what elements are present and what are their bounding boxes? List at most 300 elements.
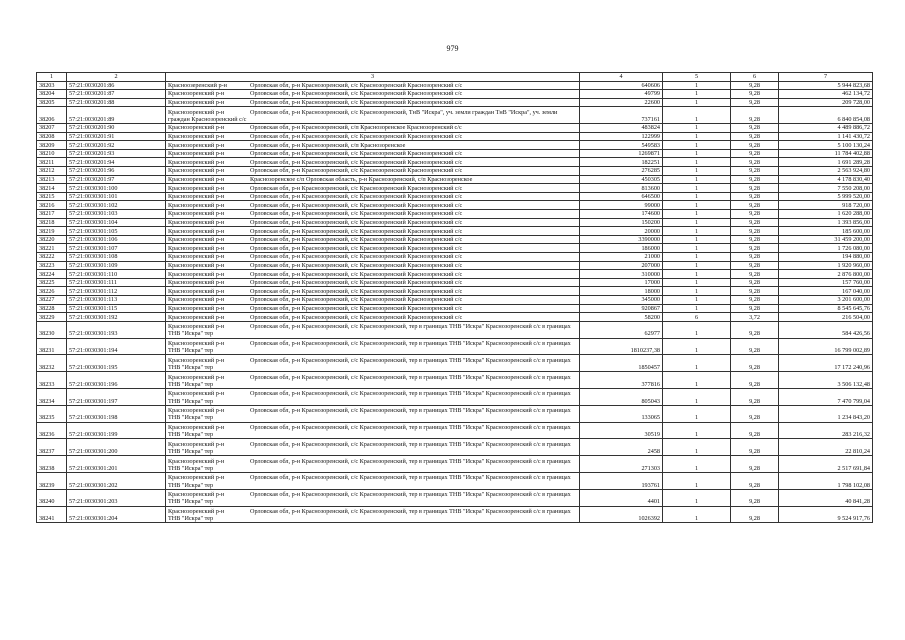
column-header: 3 (166, 73, 580, 82)
row-id-cell: 38220 (37, 235, 67, 244)
area-cell: 62977 (580, 321, 663, 338)
table-row (37, 439, 873, 456)
column-header: 1 (37, 73, 67, 82)
category-cell: 1 (663, 98, 731, 107)
rate-cell: 9,28 (731, 506, 779, 523)
cadastral-number-cell: 57:21:0030301:112 (67, 287, 166, 296)
area-cell: 17000 (580, 278, 663, 287)
rate-cell: 9,28 (731, 321, 779, 338)
district-label: Краснозоренский р-н (168, 323, 225, 331)
address-text: Орловская обл, р-н Краснозоренский, с/с Краснозоренский Краснозоренский с/с (250, 279, 463, 287)
category-cell: 1 (663, 132, 731, 141)
address-cell (166, 175, 580, 184)
registry-table-body (37, 73, 873, 523)
cadastral-value-cell: 31 459 200,00 (779, 235, 873, 244)
area-cell: 377816 (580, 372, 663, 389)
category-cell: 1 (663, 252, 731, 261)
address-cell (166, 218, 580, 227)
category-cell: 1 (663, 321, 731, 338)
address-text: Орловская обл, р-н Краснозоренский, с/с Краснозоренский Краснозоренский с/с (250, 219, 463, 226)
rate-cell: 9,28 (731, 422, 779, 439)
rate-cell: 9,28 (731, 261, 779, 270)
cadastral-number-cell: 57:21:0030301:115 (67, 304, 166, 313)
cadastral-value-cell: 9 524 917,76 (779, 506, 873, 523)
cadastral-number-cell: 57:21:0030301:106 (67, 235, 166, 244)
area-cell: 99000 (580, 201, 663, 210)
row-id-cell: 38204 (37, 90, 67, 99)
district-label: Краснозоренский р-н (168, 339, 225, 347)
row-id-cell: 38238 (37, 456, 67, 473)
area-cell: 49799 (580, 90, 663, 99)
address-text: Орловская обл, р-н Краснозоренский, с/с Краснозоренский Краснозоренский с/с (250, 261, 463, 269)
table-row (37, 321, 873, 338)
table-row (37, 372, 873, 389)
category-cell: 1 (663, 270, 731, 279)
address-cell (166, 506, 580, 523)
address-cell (166, 270, 580, 279)
category-cell: 1 (663, 388, 731, 405)
area-cell: 20000 (580, 227, 663, 236)
area-cell: 1269871 (580, 149, 663, 158)
row-id-cell: 38232 (37, 355, 67, 372)
rate-cell: 9,28 (731, 81, 779, 90)
table-row (37, 295, 873, 304)
rate-cell: 9,28 (731, 235, 779, 244)
category-cell: 1 (663, 192, 731, 201)
address-cell (166, 90, 580, 99)
cadastral-value-cell: 3 201 600,00 (779, 295, 873, 304)
table-row (37, 456, 873, 473)
rate-cell: 9,28 (731, 167, 779, 176)
row-id-cell: 38235 (37, 405, 67, 422)
area-cell: 2458 (580, 439, 663, 456)
row-id-cell: 38217 (37, 210, 67, 219)
cadastral-value-cell: 194 880,00 (779, 252, 873, 261)
category-cell: 1 (663, 506, 731, 523)
table-row (37, 313, 873, 322)
area-cell: 22600 (580, 98, 663, 107)
rate-cell: 9,28 (731, 158, 779, 167)
column-header: 6 (731, 73, 779, 82)
table-row (37, 132, 873, 141)
address-text: Орловская обл, р-н Краснозоренский, с/с Краснозоренский, тер в границах ТНВ "Искра" Краснозоренский с/с в границах ТНВ "Искра" тер (168, 423, 571, 439)
address-cell (166, 405, 580, 422)
row-id-cell: 38241 (37, 506, 67, 523)
area-cell: 920867 (580, 304, 663, 313)
address-cell (166, 456, 580, 473)
district-label: Краснозоренский р-н (168, 440, 225, 448)
cadastral-value-cell: 7 550 208,00 (779, 184, 873, 193)
table-row (37, 107, 873, 124)
rate-cell: 9,28 (731, 149, 779, 158)
address-text: Орловская обл, р-н Краснозоренский, с/с Краснозоренский Краснозоренский с/с (250, 313, 463, 321)
area-cell: 1810237,38 (580, 338, 663, 355)
category-cell: 1 (663, 295, 731, 304)
category-cell: 1 (663, 218, 731, 227)
table-row (37, 124, 873, 133)
cadastral-value-cell: 4 489 886,72 (779, 124, 873, 133)
page-number: 979 (446, 44, 459, 53)
row-id-cell: 38212 (37, 167, 67, 176)
row-id-cell: 38233 (37, 372, 67, 389)
address-cell (166, 287, 580, 296)
cadastral-value-cell: 167 040,00 (779, 287, 873, 296)
table-row (37, 158, 873, 167)
cadastral-number-cell: 57:21:0030301:100 (67, 184, 166, 193)
district-label: Краснозоренский р-н (168, 356, 225, 364)
rate-cell: 9,28 (731, 175, 779, 184)
cadastral-number-cell: 57:21:0030301:195 (67, 355, 166, 372)
rate-cell: 9,28 (731, 141, 779, 150)
cadastral-value-cell: 283 216,32 (779, 422, 873, 439)
district-label: Краснозоренский р-н (168, 108, 225, 116)
district-label: Краснозоренский р-н (168, 270, 225, 278)
district-label: Краснозоренский р-н (168, 150, 225, 158)
address-cell (166, 372, 580, 389)
cadastral-number-cell: 57:21:0030301:203 (67, 489, 166, 506)
address-cell (166, 304, 580, 313)
rate-cell: 9,28 (731, 472, 779, 489)
cadastral-number-cell: 57:21:0030301:104 (67, 218, 166, 227)
address-text: Орловская обл, р-н Краснозоренский, с/п Краснозоренское (250, 141, 406, 149)
cadastral-number-cell: 57:21:0030301:102 (67, 201, 166, 210)
row-id-cell: 38211 (37, 158, 67, 167)
address-text: Орловская обл, р-н Краснозоренский, с/с Краснозоренский, тер в границах ТНВ "Искра" Краснозоренский с/с в границах ТНВ "Искра" тер (168, 440, 571, 455)
rate-cell: 9,28 (731, 405, 779, 422)
rate-cell: 9,28 (731, 107, 779, 124)
cadastral-number-cell: 57:21:0030201:93 (67, 149, 166, 158)
address-cell (166, 278, 580, 287)
row-id-cell: 38231 (37, 338, 67, 355)
cadastral-number-cell: 57:21:0030201:88 (67, 98, 166, 107)
area-cell: 805043 (580, 388, 663, 405)
address-text: Орловская обл, р-н Краснозоренский, с/с Краснозоренский, тер в границах ТНВ "Искра" Краснозоренский с/с в границах ТНВ "Искра" тер (168, 491, 571, 506)
district-label: Краснозоренский р-н (168, 287, 225, 295)
rate-cell: 9,28 (731, 270, 779, 279)
district-label: Краснозоренский р-н (168, 507, 225, 515)
table-row (37, 304, 873, 313)
cadastral-value-cell: 584 426,56 (779, 321, 873, 338)
rate-cell: 9,28 (731, 218, 779, 227)
district-label: Краснозоренский р-н (168, 407, 225, 415)
cadastral-value-cell: 1 798 102,08 (779, 472, 873, 489)
row-id-cell: 38215 (37, 192, 67, 201)
row-id-cell: 38228 (37, 304, 67, 313)
area-cell: 737161 (580, 107, 663, 124)
area-cell: 640606 (580, 81, 663, 90)
row-id-cell: 38234 (37, 388, 67, 405)
rate-cell: 9,28 (731, 252, 779, 261)
district-label: Краснозоренский р-н (168, 253, 225, 261)
row-id-cell: 38230 (37, 321, 67, 338)
table-row (37, 90, 873, 99)
address-cell (166, 313, 580, 322)
cadastral-value-cell: 1 620 288,00 (779, 210, 873, 219)
rate-cell: 9,28 (731, 287, 779, 296)
cadastral-value-cell: 11 784 402,88 (779, 149, 873, 158)
table-row (37, 422, 873, 439)
rate-cell: 9,28 (731, 124, 779, 133)
cadastral-number-cell: 57:21:0030301:199 (67, 422, 166, 439)
cadastral-number-cell: 57:21:0030301:109 (67, 261, 166, 270)
rate-cell: 9,28 (731, 201, 779, 210)
row-id-cell: 38239 (37, 472, 67, 489)
category-cell: 1 (663, 355, 731, 372)
area-cell: 150200 (580, 218, 663, 227)
cadastral-value-cell: 5 100 130,24 (779, 141, 873, 150)
address-cell (166, 244, 580, 253)
cadastral-value-cell: 40 841,28 (779, 489, 873, 506)
cadastral-number-cell: 57:21:0030301:192 (67, 313, 166, 322)
rate-cell: 9,28 (731, 98, 779, 107)
row-id-cell: 38209 (37, 141, 67, 150)
table-row (37, 227, 873, 236)
address-text: Орловская обл, р-н Краснозоренский, с/с Краснозоренский, тер в границах ТНВ "Искра" Краснозоренский с/с в границах ТНВ "Искра" тер (168, 339, 571, 355)
row-id-cell: 38216 (37, 201, 67, 210)
address-cell (166, 355, 580, 372)
column-header: 4 (580, 73, 663, 82)
cadastral-value-cell: 6 840 854,08 (779, 107, 873, 124)
address-text: Орловская обл, р-н Краснозоренский, с/с Краснозоренский Краснозоренский с/с (250, 184, 463, 192)
cadastral-value-cell: 157 760,00 (779, 278, 873, 287)
cadastral-number-cell: 57:21:0030301:196 (67, 372, 166, 389)
cadastral-value-cell: 2 517 691,84 (779, 456, 873, 473)
cadastral-number-cell: 57:21:0030301:193 (67, 321, 166, 338)
table-row (37, 210, 873, 219)
address-cell (166, 388, 580, 405)
cadastral-value-cell: 1 920 960,00 (779, 261, 873, 270)
cadastral-value-cell: 16 799 002,89 (779, 338, 873, 355)
district-label: Краснозоренский р-н (168, 210, 225, 218)
cadastral-number-cell: 57:21:0030301:197 (67, 388, 166, 405)
cadastral-number-cell: 57:21:0030301:201 (67, 456, 166, 473)
address-text: Орловская обл, р-н Краснозоренский, с/с Краснозоренский, ТнВ "Искра", уч. земли граждан ТнВ "Искра", уч. земли граждан Краснозоренский с/с (168, 108, 558, 123)
address-cell (166, 321, 580, 338)
category-cell: 1 (663, 489, 731, 506)
row-id-cell: 38226 (37, 287, 67, 296)
rate-cell: 3,72 (731, 313, 779, 322)
address-text: Орловская обл, р-н Краснозоренский, с/с Краснозоренский Краснозоренский с/с (250, 244, 463, 252)
rate-cell: 9,28 (731, 295, 779, 304)
row-id-cell: 38225 (37, 278, 67, 287)
table-row (37, 175, 873, 184)
cadastral-number-cell: 57:21:0030301:198 (67, 405, 166, 422)
rate-cell: 9,28 (731, 227, 779, 236)
cadastral-value-cell: 1 393 856,00 (779, 218, 873, 227)
address-text: Орловская обл, р-н Краснозоренский, с/с Краснозоренский Краснозоренский с/с (250, 304, 463, 312)
category-cell: 1 (663, 338, 731, 355)
district-label: Краснозоренский р-н (168, 261, 225, 269)
cadastral-number-cell: 57:21:0030201:97 (67, 175, 166, 184)
address-cell (166, 107, 580, 124)
category-cell: 1 (663, 81, 731, 90)
address-text: Орловская обл, р-н Краснозоренский, с/с Краснозоренский Краснозоренский с/с (250, 81, 463, 89)
address-cell (166, 124, 580, 133)
area-cell: 1850457 (580, 355, 663, 372)
district-label: Краснозоренский р-н (168, 457, 225, 465)
category-cell: 1 (663, 422, 731, 439)
cadastral-number-cell: 57:21:0030301:108 (67, 252, 166, 261)
district-label: Краснозоренский р-н (168, 296, 225, 304)
address-text: Орловская обл, р-н Краснозоренский, с/с Краснозоренский Краснозоренский с/с (250, 90, 463, 98)
address-text: Орловская обл, р-н Краснозоренский, с/с Краснозоренский Краснозоренский с/с (250, 296, 463, 304)
address-cell (166, 439, 580, 456)
category-cell: 1 (663, 244, 731, 253)
address-text: Орловская обл, р-н Краснозоренский, с/с Краснозоренский Краснозоренский с/с (250, 287, 463, 295)
cadastral-value-cell: 22 810,24 (779, 439, 873, 456)
address-text: Орловская обл, р-н Краснозоренский, с/с Краснозоренский Краснозоренский с/с (250, 167, 463, 175)
row-id-cell: 38203 (37, 81, 67, 90)
row-id-cell: 38237 (37, 439, 67, 456)
table-row (37, 201, 873, 210)
table-row (37, 184, 873, 193)
category-cell: 1 (663, 107, 731, 124)
cadastral-value-cell: 1 726 080,00 (779, 244, 873, 253)
cadastral-value-cell: 216 504,00 (779, 313, 873, 322)
cadastral-number-cell: 57:21:0030201:86 (67, 81, 166, 90)
table-row (37, 167, 873, 176)
address-cell (166, 295, 580, 304)
table-row (37, 149, 873, 158)
address-cell (166, 252, 580, 261)
table-row (37, 489, 873, 506)
address-text: Орловская обл, р-н Краснозоренский, с/с Краснозоренский Краснозоренский с/с (250, 253, 463, 261)
address-text: Орловская обл, р-н Краснозоренский, с/с Краснозоренский Краснозоренский с/с (250, 236, 463, 244)
column-header: 7 (779, 73, 873, 82)
cadastral-value-cell: 2 563 924,80 (779, 167, 873, 176)
area-cell: 30519 (580, 422, 663, 439)
column-header: 2 (67, 73, 166, 82)
row-id-cell: 38207 (37, 124, 67, 133)
row-id-cell: 38222 (37, 252, 67, 261)
district-label: Краснозоренский р-н (168, 279, 225, 287)
table-row (37, 244, 873, 253)
district-label: Краснозоренский р-н (168, 99, 225, 107)
address-text: Орловская обл, р-н Краснозоренский, с/с Краснозоренский Краснозоренский с/с (250, 270, 463, 278)
district-label: Краснозоренский р-н (168, 167, 225, 175)
cadastral-number-cell: 57:21:0030301:105 (67, 227, 166, 236)
address-cell (166, 167, 580, 176)
area-cell: 193761 (580, 472, 663, 489)
rate-cell: 9,28 (731, 184, 779, 193)
address-cell (166, 472, 580, 489)
address-text: Орловская обл, р-н Краснозоренский, с/с Краснозоренский Краснозоренский с/с (250, 150, 463, 158)
cadastral-number-cell: 57:21:0030201:91 (67, 132, 166, 141)
district-label: Краснозоренский р-н (168, 124, 225, 132)
column-header: 5 (663, 73, 731, 82)
table-row (37, 472, 873, 489)
category-cell: 1 (663, 439, 731, 456)
address-text: Орловская обл, р-н Краснозоренский, с/с Краснозоренский, тер в границах ТНВ "Искра" Краснозоренский с/с в границах ТНВ "Искра" тер (168, 373, 571, 388)
area-cell: 182251 (580, 158, 663, 167)
row-id-cell: 38224 (37, 270, 67, 279)
rate-cell: 9,28 (731, 338, 779, 355)
table-row (37, 506, 873, 523)
address-text: Орловская обл, р-н Краснозоренский, с/с Краснозоренский Краснозоренский с/с (250, 99, 463, 107)
address-text: Орловская обл, р-н Краснозоренский, с/с Краснозоренский Краснозоренский с/с (250, 133, 463, 141)
row-id-cell: 38221 (37, 244, 67, 253)
registry-table (36, 72, 873, 523)
cadastral-value-cell: 185 600,00 (779, 227, 873, 236)
row-id-cell: 38227 (37, 295, 67, 304)
rate-cell: 9,28 (731, 304, 779, 313)
cadastral-value-cell: 1 141 430,72 (779, 132, 873, 141)
cadastral-number-cell: 57:21:0030301:202 (67, 472, 166, 489)
area-cell: 345000 (580, 295, 663, 304)
category-cell: 1 (663, 304, 731, 313)
category-cell: 6 (663, 313, 731, 322)
area-cell: 133065 (580, 405, 663, 422)
table-row (37, 261, 873, 270)
district-label: Краснозоренский р-н (168, 201, 225, 209)
district-label: Краснозоренский р-н (168, 141, 225, 149)
category-cell: 1 (663, 90, 731, 99)
district-label: Краснозоренский р-н (168, 90, 225, 98)
column-number-header-row (37, 73, 873, 82)
district-label: Краснозоренский р-н (168, 423, 225, 431)
category-cell: 1 (663, 235, 731, 244)
address-cell (166, 184, 580, 193)
rate-cell: 9,28 (731, 355, 779, 372)
area-cell: 122999 (580, 132, 663, 141)
rate-cell: 9,28 (731, 388, 779, 405)
area-cell: 18000 (580, 287, 663, 296)
address-cell (166, 149, 580, 158)
district-label: Краснозоренский р-н (168, 227, 225, 235)
category-cell: 1 (663, 124, 731, 133)
cadastral-number-cell: 57:21:0030201:94 (67, 158, 166, 167)
cadastral-number-cell: 57:21:0030301:103 (67, 210, 166, 219)
address-text: Орловская обл, р-н Краснозоренский, с/с Краснозоренский, тер в границах ТНВ "Искра" Краснозоренский с/с в границах ТНВ "Искра" тер (168, 507, 571, 523)
cadastral-number-cell: 57:21:0030301:101 (67, 192, 166, 201)
cadastral-number-cell: 57:21:0030301:113 (67, 295, 166, 304)
district-label: Краснозоренский р-н (168, 158, 225, 166)
category-cell: 1 (663, 261, 731, 270)
address-text: Орловская обл, р-н Краснозоренский, с/п Краснозоренское Краснозоренский с/с (250, 124, 462, 132)
area-cell: 549583 (580, 141, 663, 150)
district-label: Краснозоренский р-н (168, 184, 225, 192)
cadastral-value-cell: 209 728,00 (779, 98, 873, 107)
area-cell: 271303 (580, 456, 663, 473)
rate-cell: 9,28 (731, 278, 779, 287)
cadastral-number-cell: 57:21:0030301:200 (67, 439, 166, 456)
category-cell: 1 (663, 372, 731, 389)
district-label: Краснозоренский р-н (168, 390, 225, 398)
category-cell: 1 (663, 278, 731, 287)
rate-cell: 9,28 (731, 489, 779, 506)
address-cell (166, 201, 580, 210)
cadastral-number-cell: 57:21:0030201:92 (67, 141, 166, 150)
row-id-cell: 38240 (37, 489, 67, 506)
table-row (37, 338, 873, 355)
district-label: Краснозоренский р-н (168, 474, 225, 482)
address-text: Орловская обл, р-н Краснозоренский, с/с Краснозоренский, тер в границах ТНВ "Искра" Краснозоренский с/с в границах ТНВ "Искра" тер (168, 457, 571, 472)
district-label: Краснозоренский р-н (168, 373, 225, 381)
address-cell (166, 235, 580, 244)
area-cell: 646500 (580, 192, 663, 201)
table-row (37, 218, 873, 227)
category-cell: 1 (663, 158, 731, 167)
address-cell (166, 422, 580, 439)
area-cell: 174600 (580, 210, 663, 219)
table-row (37, 388, 873, 405)
address-cell (166, 489, 580, 506)
district-label: Краснозоренский р-н (168, 491, 225, 499)
cadastral-number-cell: 57:21:0030301:111 (67, 278, 166, 287)
cadastral-value-cell: 1 691 289,28 (779, 158, 873, 167)
address-cell (166, 210, 580, 219)
area-cell: 813600 (580, 184, 663, 193)
